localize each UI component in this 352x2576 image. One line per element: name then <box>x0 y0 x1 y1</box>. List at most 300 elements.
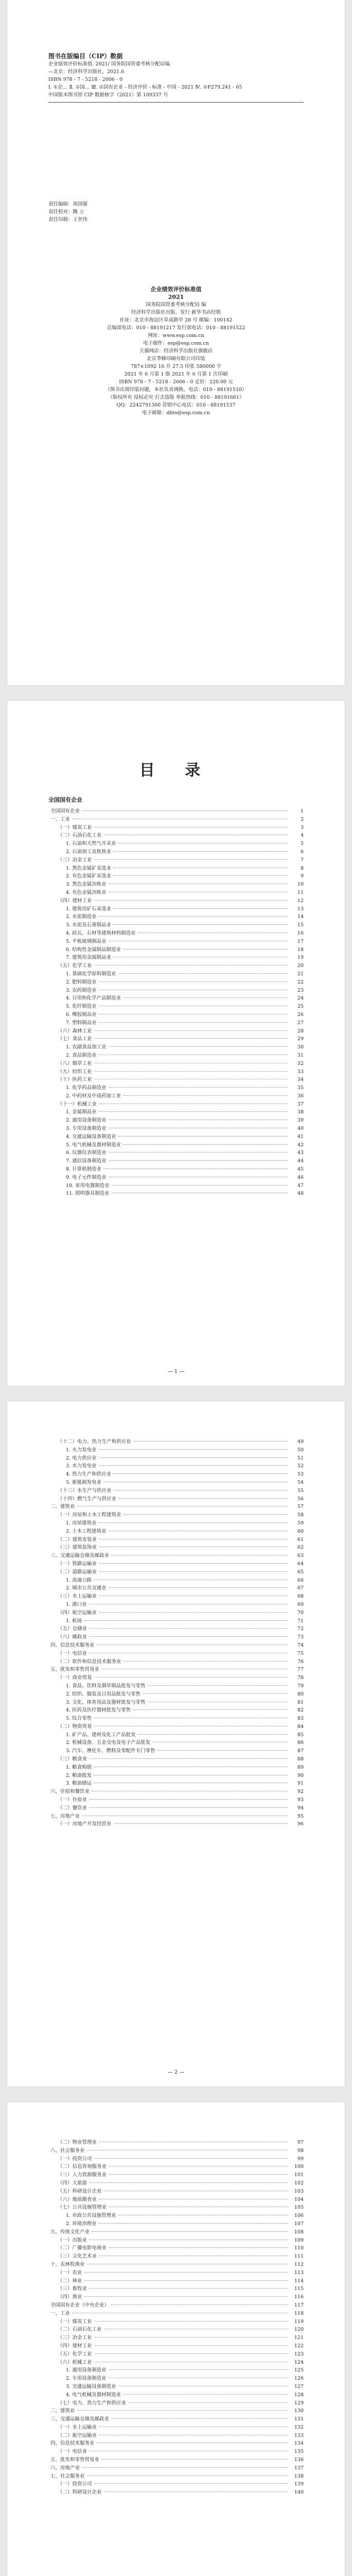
toc-entry[interactable] <box>48 2399 304 2407</box>
toc-entry[interactable] <box>48 1527 304 1535</box>
toc-entry[interactable] <box>48 2382 304 2391</box>
toc-entry[interactable] <box>48 2162 304 2171</box>
toc-page-3 <box>7 2102 345 2576</box>
toc-entry-label: 1. 高速公路 <box>66 1577 92 1583</box>
dot-leader <box>99 1563 288 1564</box>
cip-title: 图书在版编目（CIP）数据 <box>48 53 123 60</box>
toc-entry-page: 138 <box>294 2473 304 2479</box>
dot-leader <box>89 1758 288 1759</box>
toc-entry[interactable] <box>48 2146 304 2155</box>
toc-entry-page: 37 <box>297 1101 304 1107</box>
toc-entry[interactable] <box>48 1633 304 1641</box>
toc-entry-label: （一）投资公司 <box>58 2481 92 2487</box>
toc-entry-page: 89 <box>297 1764 304 1770</box>
toc-entry[interactable] <box>48 2228 304 2236</box>
toc-entry[interactable] <box>48 2203 304 2211</box>
toc-entry[interactable] <box>48 1462 304 1470</box>
toc-entry-page: 80 <box>297 1691 304 1697</box>
dot-leader <box>99 1022 288 1023</box>
dot-leader <box>123 1095 288 1096</box>
toc-entry[interactable] <box>48 961 304 970</box>
toc-entry[interactable] <box>48 2480 304 2488</box>
toc-list <box>48 1437 304 1828</box>
toc-entry[interactable] <box>48 1787 304 1795</box>
dot-leader <box>123 1144 288 1145</box>
publisher-line: 2021 年 6 月第 1 版 2021 年 6 月第 1 次印刷 <box>124 371 228 377</box>
toc-entry[interactable] <box>48 1446 304 1454</box>
toc-entry[interactable] <box>48 856 304 864</box>
toc-entry[interactable] <box>48 1189 304 1197</box>
toc-entry-page: 102 <box>294 2180 304 2186</box>
dot-leader <box>99 981 288 982</box>
toc-entry-page: 10 <box>297 882 304 888</box>
toc-entry[interactable] <box>48 2293 304 2301</box>
toc-entry[interactable] <box>48 2260 304 2268</box>
toc-entry[interactable] <box>48 1755 304 1763</box>
toc-entry[interactable] <box>48 953 304 961</box>
toc-entry[interactable] <box>48 1592 304 1600</box>
toc-entry-label: 4. 交通运输设备制造业 <box>66 1133 116 1140</box>
dot-leader <box>89 1799 288 1800</box>
toc-entry[interactable] <box>48 2374 304 2382</box>
toc-entry-page: 100 <box>294 2164 304 2170</box>
editor-line: 责任校对：隗 立 <box>48 209 84 215</box>
toc-entry[interactable] <box>48 2252 304 2260</box>
toc-entry-page: 120 <box>294 2327 304 2333</box>
toc-entry-page: 97 <box>297 2140 304 2145</box>
toc-entry-page: 61 <box>297 1536 304 1543</box>
toc-entry-label: （三）冶金工业 <box>58 857 92 863</box>
publisher-line: 总编部电话：010 - 88191217 发行部电话：010 - 88191522 <box>107 325 245 331</box>
toc-entry[interactable] <box>48 2301 304 2309</box>
dot-leader <box>82 2467 288 2468</box>
toc-entry[interactable] <box>48 1617 304 1625</box>
toc-entry[interactable] <box>48 945 304 954</box>
toc-entry-page: 87 <box>297 1748 304 1754</box>
toc-entry[interactable] <box>48 2342 304 2350</box>
toc-entry[interactable] <box>48 1698 304 1706</box>
page-number: — 1 — <box>167 1369 185 1375</box>
toc-entry[interactable] <box>48 2366 304 2374</box>
dot-leader <box>89 2288 288 2289</box>
toc-entry-label: 9. 电子元件制造业 <box>66 1174 107 1180</box>
dot-leader <box>84 2280 288 2281</box>
toc-entry[interactable] <box>48 1722 304 1731</box>
toc-entry-label: 九、传统文化产业 <box>50 2229 90 2235</box>
toc-entry[interactable] <box>48 994 304 1002</box>
toc-entry-page: 134 <box>294 2441 304 2447</box>
toc-entry[interactable] <box>48 1714 304 1722</box>
toc-entry[interactable] <box>48 2179 304 2187</box>
toc-entry[interactable] <box>48 839 304 848</box>
toc-entry-page: 39 <box>297 1117 304 1124</box>
toc-entry-label: 5. 新能源发电业 <box>66 1479 102 1485</box>
toc-entry-page: 122 <box>294 2343 304 2349</box>
dot-leader <box>124 1514 288 1515</box>
dot-leader <box>109 2247 288 2248</box>
toc-entry[interactable] <box>48 1181 304 1190</box>
toc-entry[interactable] <box>48 970 304 978</box>
toc-entry-label: 4. 热力生产和供应业 <box>66 1471 112 1478</box>
toc-entry[interactable] <box>48 2455 304 2464</box>
toc-entry-page: 96 <box>297 1821 304 1827</box>
toc-entry-page: 104 <box>294 2196 304 2202</box>
dot-leader <box>99 2223 288 2224</box>
toc-entry-label: （十二）电力、热力生产和供应业 <box>58 1439 131 1445</box>
toc-entry[interactable] <box>48 1584 304 1592</box>
toc-entry[interactable] <box>48 1100 304 1108</box>
cip-line: —北京：经济科学出版社，2021.6 <box>48 69 125 75</box>
toc-entry[interactable] <box>48 848 304 856</box>
cip-block <box>48 60 304 103</box>
toc-entry[interactable] <box>48 823 304 832</box>
toc-entry[interactable] <box>48 1731 304 1739</box>
toc-page-body <box>7 2102 345 2496</box>
dot-leader <box>111 2418 288 2419</box>
toc-entry[interactable] <box>48 1165 304 1173</box>
dot-leader <box>94 1071 288 1072</box>
dot-leader <box>89 2182 288 2183</box>
toc-list <box>48 2138 304 2496</box>
toc-entry[interactable] <box>48 2187 304 2195</box>
toc-entry-page: 51 <box>297 1455 304 1461</box>
toc-entry-label: 3. 黑色金属冶炼业 <box>66 882 107 888</box>
publisher-line: 电子邮箱：dbts@esp.com.cn <box>142 410 210 416</box>
toc-entry[interactable] <box>48 2415 304 2423</box>
toc-entry-label: 一、工业 <box>50 2310 71 2316</box>
dot-leader <box>99 1449 288 1450</box>
toc-title: 目 录 <box>139 761 213 779</box>
toc-entry-page: 15 <box>297 922 304 928</box>
toc-entry[interactable] <box>48 2309 304 2317</box>
toc-entry-label: （一）投资公司 <box>58 2156 92 2162</box>
toc-entry[interactable] <box>48 1075 304 1083</box>
toc-entry-label: 2. 中药材及中成药加工业 <box>66 1093 121 1099</box>
toc-entry[interactable] <box>48 864 304 872</box>
toc-entry[interactable] <box>48 2439 304 2447</box>
toc-entry[interactable] <box>48 1771 304 1780</box>
dot-leader <box>113 908 288 909</box>
publisher-line: 电子邮件：esp@esp.com.cn <box>143 341 209 346</box>
toc-entry[interactable] <box>48 888 304 896</box>
toc-entry[interactable] <box>48 1568 304 1576</box>
toc-entry-page: 33 <box>297 1069 304 1075</box>
toc-entry[interactable] <box>48 1108 304 1116</box>
toc-entry[interactable] <box>48 1035 304 1043</box>
toc-entry[interactable] <box>48 1600 304 1608</box>
toc-entry[interactable] <box>48 1010 304 1019</box>
toc-entry-label: 1. 黑色金属矿采选业 <box>66 865 112 871</box>
toc-entry-page: 13 <box>297 906 304 912</box>
cip-line: 中国版本图书馆 CIP 数据核字（2021）第 109337 号 <box>48 92 168 98</box>
toc-entry[interactable] <box>48 1543 304 1551</box>
toc-entry[interactable] <box>48 1649 304 1657</box>
toc-entry-label: 2. 机械设备、五金交电及电子产品批发 <box>66 1740 151 1746</box>
toc-entry-label: 3. 粮油储运 <box>66 1781 92 1787</box>
toc-entry[interactable] <box>48 1043 304 1051</box>
toc-entry-label: 七、房地产业 <box>50 1813 80 1819</box>
toc-entry-page: 8 <box>300 865 304 871</box>
toc-entry-label: 2. 通用设备制造业 <box>66 1117 107 1124</box>
dot-leader <box>101 2459 288 2460</box>
toc-entry-page: 101 <box>294 2172 304 2178</box>
toc-entry-label: 2. 城市公共交通业 <box>66 1585 107 1591</box>
toc-entry[interactable] <box>48 1173 304 1181</box>
toc-entry-label: （一）出版业 <box>58 2237 87 2243</box>
toc-entry-label: 1. 机场 <box>66 1618 82 1624</box>
dot-leader <box>99 1522 288 1523</box>
toc-entry[interactable] <box>48 2195 304 2204</box>
toc-entry[interactable] <box>48 1706 304 1714</box>
toc-entry[interactable] <box>48 1019 304 1027</box>
toc-entry[interactable] <box>48 2236 304 2244</box>
toc-entry-label: 1. 石油和天然气开采业 <box>66 841 116 847</box>
toc-entry[interactable] <box>48 929 304 937</box>
dot-leader <box>113 1473 288 1474</box>
toc-entry[interactable] <box>48 921 304 929</box>
toc-entry[interactable] <box>48 2244 304 2252</box>
toc-entry[interactable] <box>48 1051 304 1059</box>
toc-entry[interactable] <box>48 1059 304 1067</box>
toc-entry[interactable] <box>48 1779 304 1787</box>
toc-entry-label: （二）建筑安装业 <box>58 1536 97 1543</box>
toc-entry[interactable] <box>48 2325 304 2333</box>
toc-entry-label: 1. 粮食购销 <box>66 1764 92 1770</box>
toc-entry-page: 131 <box>294 2416 304 2422</box>
toc-entry[interactable] <box>48 1747 304 1755</box>
toc-entry[interactable] <box>48 2284 304 2293</box>
publisher-line: ISBN 978 - 7 - 5218 - 2606 - 0 定价：220.00 元 <box>119 379 233 385</box>
toc-entry[interactable] <box>48 1804 304 1812</box>
toc-entry[interactable] <box>48 1812 304 1820</box>
toc-entry[interactable] <box>48 1682 304 1690</box>
toc-entry-page: 108 <box>294 2229 304 2235</box>
toc-entry[interactable] <box>48 896 304 905</box>
dot-leader <box>128 2402 288 2403</box>
toc-entry[interactable] <box>48 1795 304 1804</box>
toc-entry[interactable] <box>48 1576 304 1584</box>
toc-entry[interactable] <box>48 1641 304 1649</box>
toc-entry[interactable] <box>48 2423 304 2431</box>
toc-entry[interactable] <box>48 1067 304 1076</box>
copyright-page <box>7 0 345 685</box>
publisher-line: QQ：2242791300 营销中心电话：010 - 88191537 <box>116 402 236 408</box>
toc-entry[interactable] <box>48 1027 304 1035</box>
toc-entry[interactable] <box>48 905 304 913</box>
toc-entry[interactable] <box>48 2391 304 2399</box>
toc-entry[interactable] <box>48 986 304 994</box>
toc-entry-page: 133 <box>294 2432 304 2438</box>
cip-line: 企业绩效评价标准值. 2021/ 国务院国资委考核分配局编. <box>48 61 171 67</box>
toc-entry[interactable] <box>48 2268 304 2277</box>
dot-leader <box>77 2410 288 2411</box>
toc-entry-page: 63 <box>297 1553 304 1559</box>
toc-entry[interactable] <box>48 1519 304 1527</box>
toc-entry-label: 2. 食品制造业 <box>66 1052 97 1058</box>
toc-page-1 <box>7 701 345 1386</box>
toc-entry[interactable] <box>48 2431 304 2439</box>
toc-entry[interactable] <box>48 1132 304 1141</box>
toc-entry[interactable] <box>48 872 304 880</box>
toc-entry-page: 94 <box>297 1805 304 1811</box>
toc-entry-page: 70 <box>297 1609 304 1616</box>
toc-entry[interactable] <box>48 1624 304 1633</box>
toc-entry[interactable] <box>48 1002 304 1010</box>
cip-line: Ⅰ. ①企… Ⅱ. ①国… Ⅲ. ①国有企业 - 经济评价 - 标准 - 中国 - 2021 Ⅳ. ①F279.241 - 65 <box>48 84 242 90</box>
toc-entry[interactable] <box>48 1608 304 1617</box>
toc-entry[interactable] <box>48 2472 304 2480</box>
toc-entry[interactable] <box>48 2406 304 2415</box>
toc-entry[interactable] <box>48 2219 304 2228</box>
toc-entry-label: （三）建筑装饰业 <box>58 1545 97 1551</box>
toc-entry[interactable] <box>48 1502 304 1511</box>
toc-entry-label: （三）水上运输业 <box>58 1594 97 1600</box>
toc-entry-label: 三、交通运输仓储及邮政业 <box>50 1553 110 1559</box>
toc-entry[interactable] <box>48 815 304 823</box>
book-year: 2021 <box>168 294 184 300</box>
toc-entry-label: 3. 交通运输设备制造业 <box>66 2383 116 2389</box>
toc-entry[interactable] <box>48 1157 304 1165</box>
toc-entry-label: 3. 水力发电业 <box>66 1463 97 1469</box>
toc-entry[interactable] <box>48 2277 304 2285</box>
toc-entry[interactable] <box>48 1124 304 1132</box>
toc-entry-label: （二）广播电影电视业 <box>58 2245 107 2251</box>
toc-entry[interactable] <box>48 2138 304 2146</box>
toc-entry[interactable] <box>48 2464 304 2472</box>
dot-leader <box>157 1750 288 1751</box>
toc-entry[interactable] <box>48 1478 304 1486</box>
toc-entry[interactable] <box>48 2155 304 2163</box>
toc-entry[interactable] <box>48 1738 304 1747</box>
toc-page-body <box>7 1401 345 1828</box>
toc-entry-page: 54 <box>297 1479 304 1485</box>
dot-leader <box>94 2345 288 2346</box>
toc-entry-page: 44 <box>297 1158 304 1164</box>
toc-entry[interactable] <box>48 2358 304 2366</box>
toc-entry-label: （二）石油石化工业 <box>58 2327 102 2333</box>
toc-entry[interactable] <box>48 2447 304 2455</box>
toc-entry[interactable] <box>48 1083 304 1092</box>
publisher-line: 天猫网店：经济科学出版社旗舰店 <box>139 348 213 354</box>
dot-leader <box>103 1168 288 1169</box>
toc-entry-page: 19 <box>297 955 304 961</box>
toc-entry[interactable] <box>48 1454 304 1462</box>
toc-entry[interactable] <box>48 2350 304 2358</box>
publisher-line: （版权所有 侵权必究 打击盗版 举报热线：010 - 88191661） <box>108 395 244 400</box>
dot-leader <box>94 2353 288 2354</box>
toc-entry[interactable] <box>48 1437 304 1446</box>
toc-entry[interactable] <box>48 937 304 945</box>
toc-entry-label: 5. 平板玻璃制品业 <box>66 938 107 944</box>
toc-entry[interactable] <box>48 1511 304 1519</box>
toc-entry-label: （四）渔业 <box>58 2294 82 2300</box>
toc-entry-page: 58 <box>297 1512 304 1518</box>
toc-entry[interactable] <box>48 880 304 888</box>
toc-entry[interactable] <box>48 1486 304 1495</box>
toc-entry[interactable] <box>48 1665 304 1673</box>
toc-entry-label: 2. 土木工程建筑业 <box>66 1528 107 1534</box>
toc-entry[interactable] <box>48 2333 304 2342</box>
toc-entry-page: 92 <box>297 1789 304 1795</box>
toc-entry[interactable] <box>48 1141 304 1149</box>
toc-entry-label: 10. 家用电器制造业 <box>66 1182 110 1189</box>
toc-entry-page: 40 <box>297 1126 304 1132</box>
toc-entry[interactable] <box>48 912 304 921</box>
toc-entry-page: 126 <box>294 2376 304 2382</box>
toc-entry[interactable] <box>48 1092 304 1100</box>
toc-entry-label: 2. 环境治理业 <box>66 2221 97 2227</box>
dot-leader <box>124 1661 288 1662</box>
toc-entry[interactable] <box>48 2171 304 2179</box>
toc-entry-label: （二）科研设计企业 <box>58 2489 102 2496</box>
toc-entry[interactable] <box>48 1763 304 1771</box>
toc-entry[interactable] <box>48 1551 304 1560</box>
toc-entry-page: 110 <box>294 2245 304 2251</box>
toc-entry[interactable] <box>48 978 304 986</box>
dot-leader <box>84 1620 288 1621</box>
toc-entry-page: 139 <box>294 2481 304 2487</box>
toc-entry[interactable] <box>48 807 304 815</box>
toc-entry[interactable] <box>48 1470 304 1478</box>
toc-entry-page: 30 <box>297 1044 304 1050</box>
toc-entry-page: 111 <box>294 2253 304 2260</box>
dot-leader <box>133 1441 288 1442</box>
toc-entry-page: 31 <box>297 1052 304 1058</box>
publisher-line: 国务院国资委考核分配局 编 <box>146 302 206 308</box>
dot-leader <box>114 1823 288 1824</box>
dot-leader <box>94 2158 288 2159</box>
toc-entry[interactable] <box>48 1148 304 1157</box>
dot-leader <box>113 875 288 876</box>
toc-entry-label: （三）冶金工业 <box>58 2335 92 2341</box>
toc-entry[interactable] <box>48 1116 304 1124</box>
toc-entry[interactable] <box>48 1535 304 1544</box>
toc-entry-label: 4. 电气机械及器材制造业 <box>66 2392 121 2398</box>
toc-entry-page: 11 <box>297 889 304 895</box>
toc-entry-label: （二）信息咨询服务业 <box>58 2164 107 2170</box>
toc-entry-page: 42 <box>297 1142 304 1148</box>
editors-block <box>48 200 304 224</box>
dot-leader <box>143 1693 288 1694</box>
toc-entry[interactable] <box>48 1690 304 1698</box>
toc-entry-page: 18 <box>297 946 304 953</box>
toc-entry-label: （九）纺织工业 <box>58 1069 92 1075</box>
dot-leader <box>94 1030 288 1031</box>
toc-entry[interactable] <box>48 1495 304 1503</box>
toc-entry-label: 全国国有企业 <box>50 808 80 814</box>
dot-leader <box>82 810 288 811</box>
toc-entry[interactable] <box>48 1657 304 1666</box>
toc-entry[interactable] <box>48 1673 304 1682</box>
toc-list <box>48 807 304 1197</box>
toc-entry-label: 三、交通运输仓储及邮政业 <box>50 2416 110 2422</box>
dot-leader <box>89 1636 288 1637</box>
toc-entry[interactable] <box>48 2211 304 2219</box>
toc-entry-label: 1. 化学药品制造业 <box>66 1085 107 1091</box>
toc-entry-label: 3. 农药制造业 <box>66 987 97 993</box>
toc-entry[interactable] <box>48 831 304 839</box>
toc-entry[interactable] <box>48 1820 304 1828</box>
toc-entry-label: （二）软件和信息技术服务业 <box>58 1658 121 1665</box>
toc-entry-label: （一）房屋和土木工程建筑业 <box>58 1512 121 1518</box>
toc-entry[interactable] <box>48 1560 304 1568</box>
toc-entry-page: 85 <box>297 1732 304 1738</box>
toc-entry-page: 32 <box>297 1060 304 1066</box>
toc-entry[interactable] <box>48 2488 304 2496</box>
toc-entry-label: 3. 文化、体育用品及器材批发与零售 <box>66 1699 146 1705</box>
toc-entry[interactable] <box>48 2317 304 2326</box>
toc-entry-label: （八）烟草工业 <box>58 1060 92 1066</box>
